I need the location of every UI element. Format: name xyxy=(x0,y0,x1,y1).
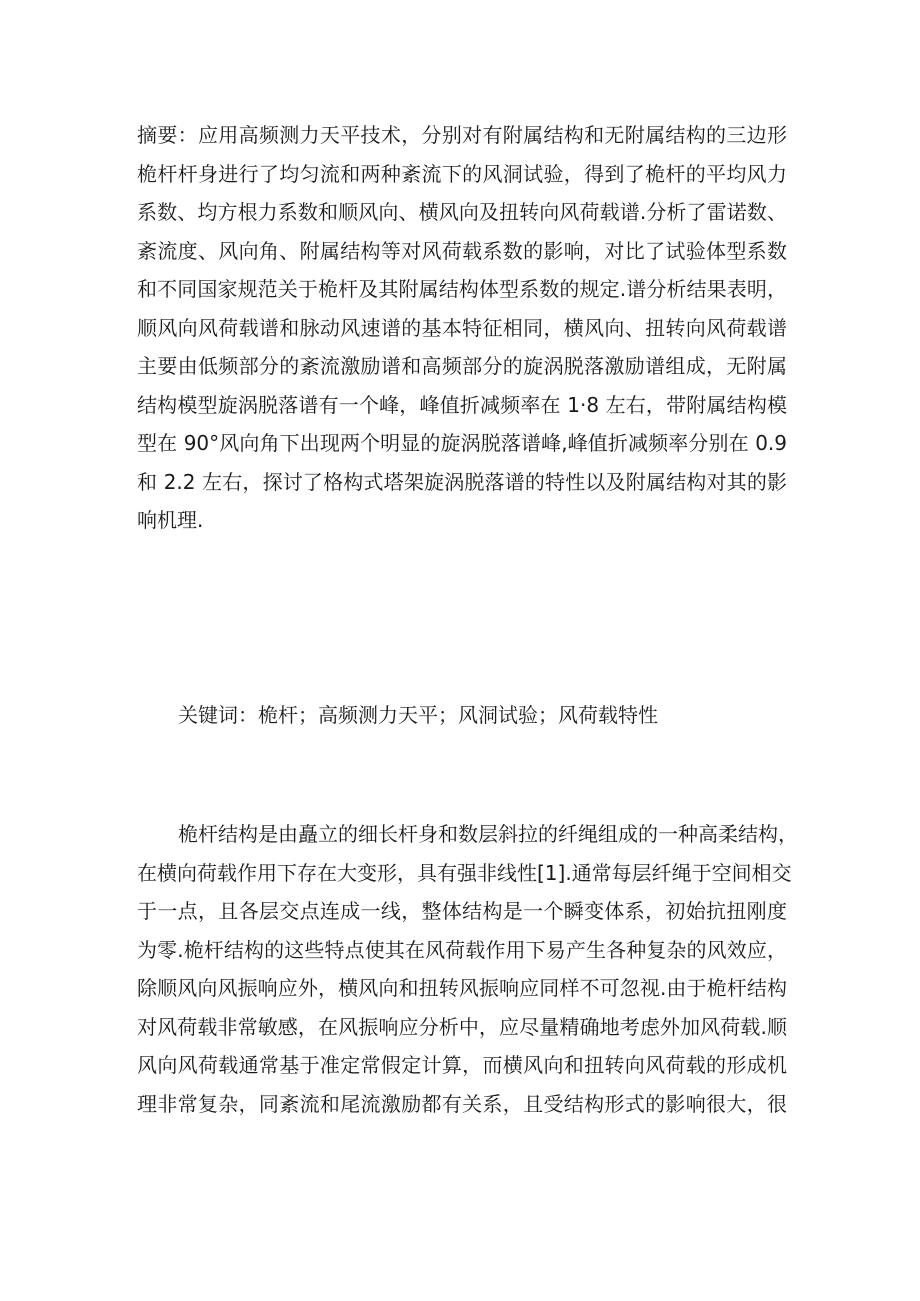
body-line: 风向风荷载通常基于准定常假定计算，而横风向和扭转向风荷载的形成机 xyxy=(137,1053,787,1077)
abstract-line: 结构模型旋涡脱落谱有一个峰，峰值折减频率在 1·8 左右，带附属结构模 xyxy=(137,392,787,417)
body-line: 理非常复杂，同紊流和尾流激励都有关系，且受结构形式的影响很大，很 xyxy=(137,1091,787,1116)
abstract-line: 和不同国家规范关于桅杆及其附属结构体型系数的规定.谱分析结果表明， xyxy=(137,277,787,301)
body-line: 对风荷载非常敏感，在风振响应分析中，应尽量精确地考虑外加风荷载.顺 xyxy=(137,1014,787,1039)
body-paragraph xyxy=(137,815,798,1123)
body-line: 在横向荷载作用下存在大变形，具有强非线性[1].通常每层纤绳于空间相交 xyxy=(137,860,792,885)
abstract-line: 紊流度、风向角、附属结构等对风荷载系数的影响，对比了试验体型系数 xyxy=(137,238,787,263)
abstract-line: 摘要：应用高频测力天平技术，分别对有附属结构和无附属结构的三边形 xyxy=(137,123,787,147)
abstract-line: 桅杆杆身进行了均匀流和两种紊流下的风洞试验，得到了桅杆的平均风力 xyxy=(137,161,787,186)
abstract-line: 型在 90°风向角下出现两个明显的旋涡脱落谱峰,峰值折减频率分别在 0.9 xyxy=(137,431,787,455)
body-line: 桅杆结构是由矗立的细长杆身和数层斜拉的纤绳组成的一种高柔结构， xyxy=(178,822,798,846)
abstract-line: 主要由低频部分的紊流激励谱和高频部分的旋涡脱落激励谱组成，无附属 xyxy=(137,354,787,378)
body-line: 于一点，且各层交点连成一线，整体结构是一个瞬变体系，初始抗扭刚度 xyxy=(137,899,787,923)
abstract-line: 和 2.2 左右，探讨了格构式塔架旋涡脱落谱的特性以及附属结构对其的影 xyxy=(137,469,787,494)
abstract-line: 顺风向风荷载谱和脉动风速谱的基本特征相同，横风向、扭转向风荷载谱 xyxy=(137,315,787,340)
keywords-line: 关键词：桅杆；高频测力天平；风洞试验；风荷载特性 xyxy=(178,703,658,727)
keywords-paragraph xyxy=(178,696,828,735)
body-line: 为零.桅杆结构的这些特点使其在风荷载作用下易产生各种复杂的风效应， xyxy=(137,937,787,962)
abstract-paragraph xyxy=(137,116,787,540)
abstract-line: 响机理. xyxy=(137,508,204,532)
body-line: 除顺风向风振响应外，横风向和扭转风振响应同样不可忽视.由于桅杆结构 xyxy=(137,976,787,1000)
abstract-line: 系数、均方根力系数和顺风向、横风向及扭转向风荷载谱.分析了雷诺数、 xyxy=(137,200,787,224)
